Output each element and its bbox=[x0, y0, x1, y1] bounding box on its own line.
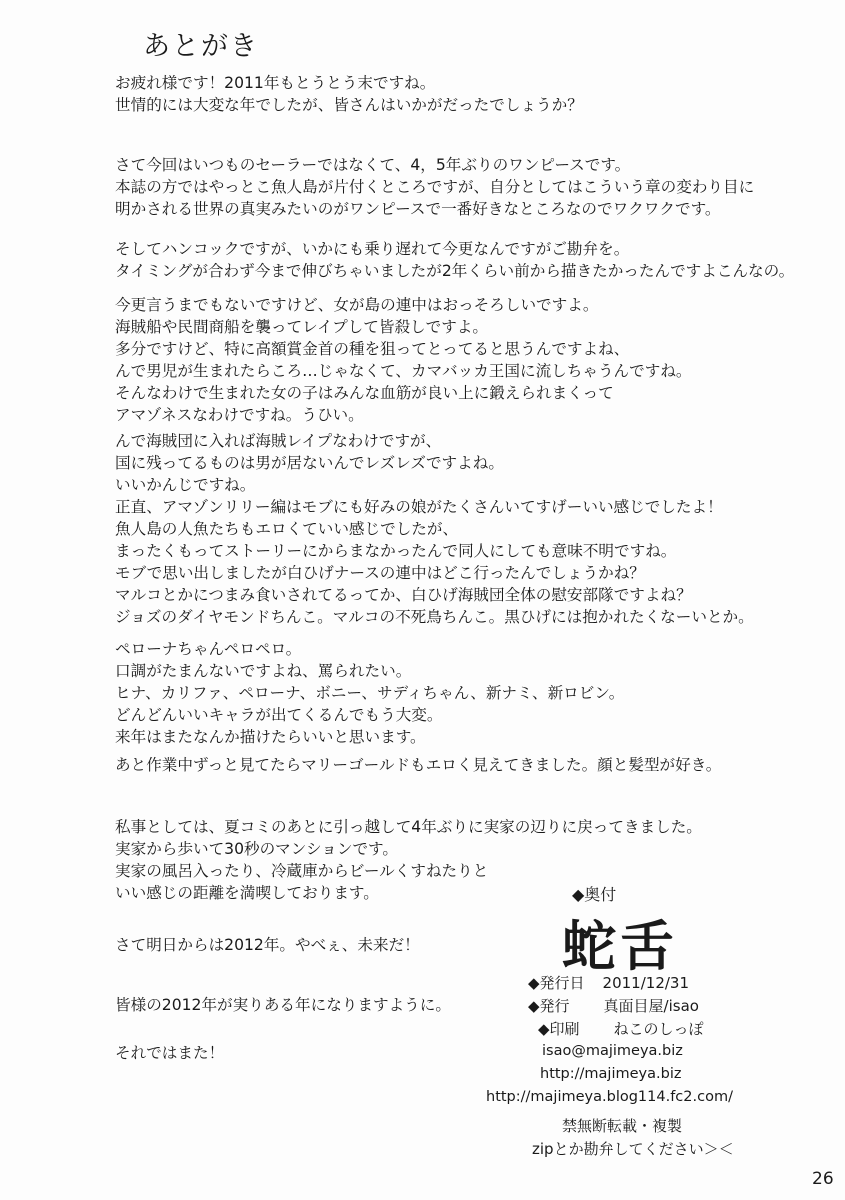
email[interactable]: isao@majimeya.biz bbox=[542, 1043, 683, 1059]
text-line: 世情的には大変な年でしたが、皆さんはいかがだったでしょうか？ bbox=[115, 96, 583, 114]
printer: ねこのしっぽ bbox=[613, 1020, 704, 1038]
text-line: 本誌の方ではやっとこ魚人島が片付くところですが、自分としてはこういう章の変わり目に bbox=[115, 178, 755, 196]
text-line: ヒナ、カリファ、ペローナ、ボニー、サディちゃん、新ナミ、新ロビン。 bbox=[115, 684, 625, 702]
text-line: 明かされる世界の真実みたいのがワンピースで一番好きなところなのでワクワクです。 bbox=[115, 200, 721, 218]
text-line: マルコとかにつまみ食いされてるってか、白ひげ海賊団全体の慰安部隊ですよね？ bbox=[115, 586, 692, 604]
paragraph bbox=[115, 294, 692, 426]
text-line: どんどんいいキャラが出てくるんでもう大変。 bbox=[115, 706, 443, 724]
website-link[interactable]: http://majimeya.biz bbox=[540, 1066, 682, 1082]
text-line: アマゾネスなわけですね。うひい。 bbox=[115, 406, 364, 424]
text-line: ジョズのダイヤモンドちんこ。マルコの不死鳥ちんこ。黒ひげには抱かれたくなーいとか。 bbox=[115, 608, 754, 626]
page-title: あとがき bbox=[143, 31, 259, 62]
paragraph bbox=[115, 154, 754, 220]
issue-date: 2011/12/31 bbox=[602, 974, 690, 992]
text-line: それではまた！ bbox=[115, 1044, 225, 1062]
text-line: さて明日からは2012年。やべぇ、未来だ！ bbox=[115, 936, 420, 954]
circle-title: 蛇舌 bbox=[562, 914, 678, 978]
text-line: そんなわけで生まれた女の子はみんな血筋が良い上に鍛えられまくって bbox=[115, 384, 614, 402]
distribution-note: zipとか勘弁してください＞＜ bbox=[532, 1140, 734, 1158]
text-line: 皆様の2012年が実りある年になりますように。 bbox=[115, 996, 451, 1014]
text-line: 多分ですけど、特に高額賞金首の種を狙ってとってると思うんですよね、 bbox=[115, 340, 630, 358]
blog-link[interactable]: http://majimeya.blog114.fc2.com/ bbox=[486, 1089, 733, 1105]
text-line: 国に残ってるものは男が居ないんでレズレズですよね。 bbox=[115, 454, 504, 472]
text-line: まったくもってストーリーにからまなかったんで同人にしても意味不明ですね。 bbox=[115, 542, 677, 560]
text-line: さて今回はいつものセーラーではなくて、4，5年ぶりのワンピースです。 bbox=[115, 156, 631, 174]
page-number: 26 bbox=[812, 1169, 834, 1189]
paragraph bbox=[115, 754, 721, 776]
paragraph bbox=[115, 238, 794, 282]
text-line: あと作業中ずっと見てたらマリーゴールドもエロく見えてきました。顔と髪型が好き。 bbox=[115, 756, 722, 774]
paragraph bbox=[115, 1042, 224, 1064]
issue-date-label: ◆発行日 bbox=[528, 974, 585, 992]
text-line: 魚人島の人魚たちもエロくていい感じでしたが、 bbox=[115, 520, 459, 538]
publisher-row bbox=[528, 995, 699, 1016]
paragraph bbox=[115, 72, 583, 116]
paragraph bbox=[115, 430, 754, 628]
text-line: ペローナちゃんペロペロ。 bbox=[115, 640, 302, 658]
reprint-notice: 禁無断転載・複製 bbox=[562, 1117, 683, 1135]
paragraph bbox=[115, 638, 624, 748]
colophon-heading: ◆奥付 bbox=[572, 885, 617, 904]
text-line: 実家の風呂入ったり、冷蔵庫からビールくすねたりと bbox=[115, 862, 489, 880]
text-line: タイミングが合わず今まで伸びちゃいましたが2年くらい前から描きたかったんですよこんなの。 bbox=[115, 262, 795, 280]
publisher-label: ◆発行 bbox=[528, 997, 570, 1015]
text-line: 正直、アマゾンリリー編はモブにも好みの娘がたくさんいてすげーいい感じでしたよ！ bbox=[115, 498, 723, 516]
text-line: 口調がたまんないですよね、罵られたい。 bbox=[115, 662, 412, 680]
printer-row bbox=[538, 1018, 704, 1039]
paragraph bbox=[115, 994, 451, 1016]
text-line: んで海賊団に入れば海賊レイプなわけですが、 bbox=[115, 432, 442, 450]
paragraph bbox=[115, 934, 420, 956]
text-line: いいかんじですね。 bbox=[115, 476, 256, 494]
text-line: 今更言うまでもないですけど、女が島の連中はおっそろしいですよ。 bbox=[115, 296, 599, 314]
text-line: お疲れ様です！2011年もとうとう末ですね。 bbox=[115, 74, 436, 92]
publisher: 真面目屋/isao bbox=[603, 997, 699, 1015]
issue-date-row bbox=[528, 972, 689, 993]
printer-label: ◆印刷 bbox=[538, 1020, 580, 1038]
text-line: モブで思い出しましたが白ひげナースの連中はどこ行ったんでしょうかね？ bbox=[115, 564, 645, 582]
text-line: んで男児が生まれたらころ…じゃなくて、カマバッカ王国に流しちゃうんですね。 bbox=[115, 362, 692, 380]
text-line: 海賊船や民間商船を襲ってレイプして皆殺しですよ。 bbox=[115, 318, 489, 336]
text-line: 私事としては、夏コミのあとに引っ越して4年ぶりに実家の辺りに戻ってきました。 bbox=[115, 818, 702, 836]
text-line: 来年はまたなんか描けたらいいと思います。 bbox=[115, 728, 426, 746]
text-line: 実家から歩いて30秒のマンションです。 bbox=[115, 840, 398, 858]
text-line: いい感じの距離を満喫しております。 bbox=[115, 884, 379, 902]
text-line: そしてハンコックですが、いかにも乗り遅れて今更なんですがご勘弁を。 bbox=[115, 240, 630, 258]
